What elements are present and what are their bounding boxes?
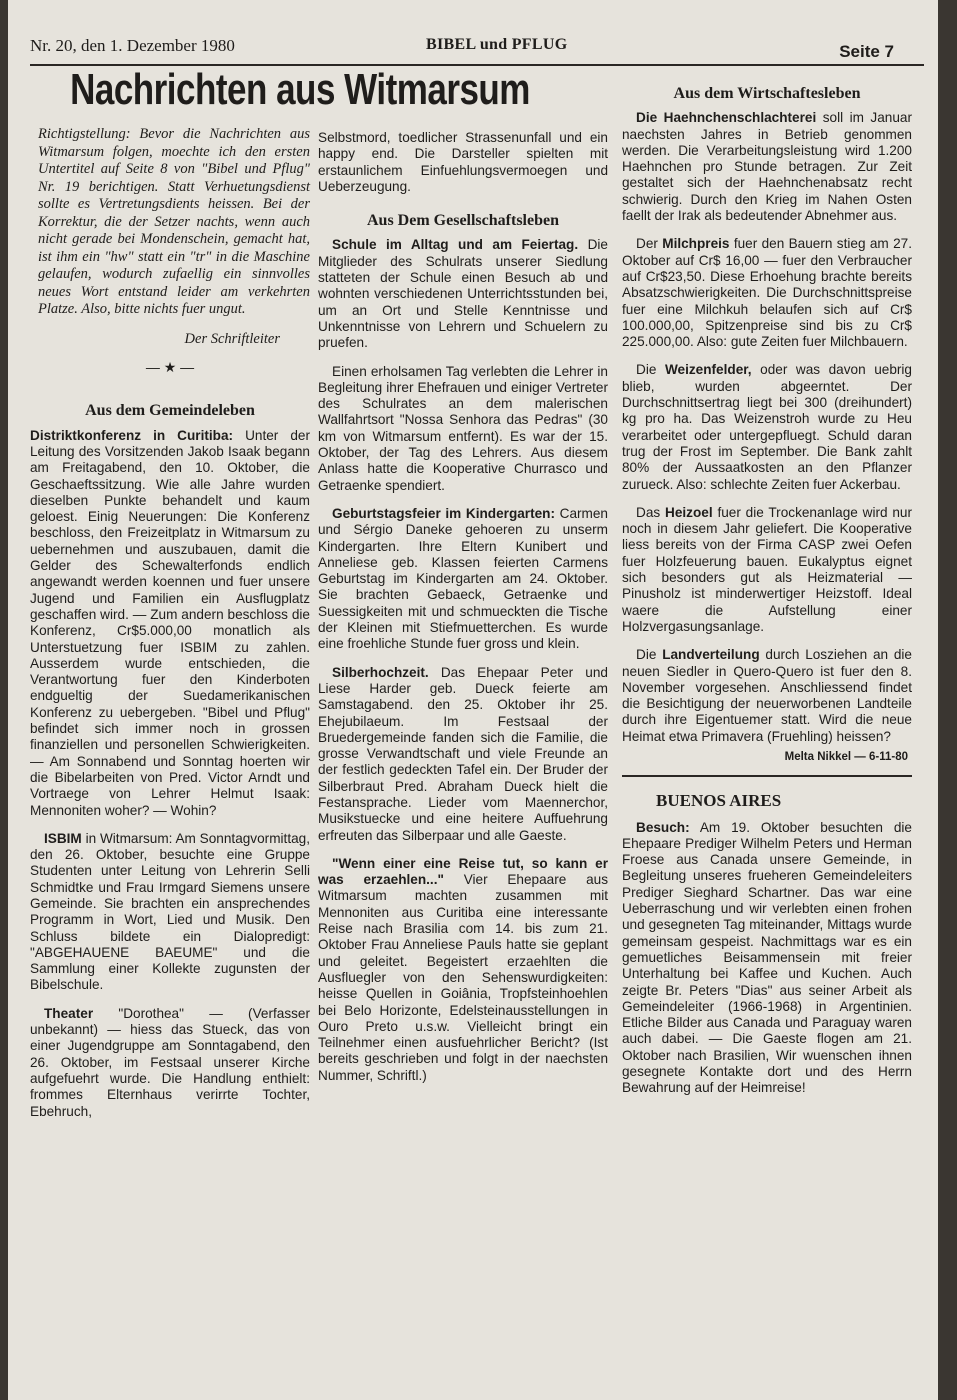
article-text: Das Ehepaar Peter und Liese Harder geb. Dueck feierte am Samstagabend. den 25. Oktober ihr 25. Ehejubilaeum. Im Festsaal der Bruedergemeinde fanden sich die Familie, die grosse Verwandtschaft und viele Freunde an der festlich gedeckten Tafel ein. Der Bruder der Silberbraut Pred. Abraham Dueck hielt die Festansprache. Lieder vom Maennerchor, Musikstuecke und eine heitere Auffuehrung erfreuten das Silberpaar und alle Gaeste. (318, 664, 608, 843)
section-divider (622, 775, 912, 777)
newspaper-page (8, 0, 938, 1400)
article-lead: Theater (44, 1005, 94, 1021)
article-lead: ISBIM (44, 830, 82, 846)
page-title: Nachrichten aus Witmarsum (70, 65, 530, 114)
publication-name: BIBEL und PFLUG (426, 36, 568, 53)
column-3 (622, 82, 912, 1109)
page-number: Seite 7 (839, 42, 894, 61)
correction-note: Richtigstellung: Bevor die Nachrichten aus Witmarsum folgen, moechte ich den ersten Untertitel auf Seite 8 von "Bibel und Pflug" Nr. 19 berichtigen. Statt Verhuetungsdienst sollte es Vertretungsdients heissen. Bei der Korrektur, die der Setzer nachts, wenn auch nicht gerade bei Mondenschein, gemacht hat, ist ihm ein "hw" statt ein "tr" in die Maschine gelaufen, wodurch zufaellig ein sinnvolles neues Wort entstand leider am verkehrten Platze. Also, bitte nichts fuer ungut. (38, 126, 310, 318)
article-text: oder was davon uebrig blieb, wurden abgeerntet. Der Durchschnittsertrag liegt bei 300 (dreihundert) kg pro ha. Das Weizenstroh wurde zu Heu verarbeitet oder untergepfluegt. Schuld daran trug der Frost im September. Die Bank zahlt 80% der Aussaatkosten an den Pflanzer zurueck. Also: schlechte Zeiten fuer Ackerbau. (622, 362, 912, 492)
article-text: Die (636, 362, 657, 378)
article-text: Vier Ehepaare aus Witmarsum machten zusammen mit Mennoniten aus Curitiba eine interessante Reise nach Brasilia com 14. bis zum 21. Oktober Frau Anneliese Pauls hatte sie geplant und geleitet. Begeistert erzaehlten die Ausfluegler von den Sehenswurdigkeiten: heisse Quellen in Goiânia, Tropfsteinhoehlen bei Belo Horizonte, Edelsteinausstellungen in Ouro Preto u.s.w. Vielleicht bringt ein Teilnehmer einen ausfuehrlicher Bericht? (Ist bereits geschrieben und folgt in der naechsten Nummer, Schriftl.) (318, 872, 608, 1083)
article-lead: Distriktkonferenz in Curitiba: (30, 427, 234, 443)
article-paragraph (30, 831, 310, 994)
article-text: "Dorothea" — (Verfasser unbekannt) — hiess das Stueck, das von einer Jugendgruppe am Sonntagabend, den 26. Oktober, im Festsaal unserer Kirche aufgefuehrt wurde. Die Handlung enthielt: frommes Elternhaus verirrte Tochter, Ebehruch, (30, 1005, 311, 1119)
article-paragraph (318, 665, 608, 844)
article-lead: Milchpreis (662, 236, 730, 252)
article-paragraph (30, 428, 310, 819)
article-lead: Landverteilung (662, 647, 760, 663)
article-text: fuer die Trockenanlage wird nur noch in diesem Jahr geliefert. Die Kooperative liess bereits von der Firma CASP zwei Oefen fuer Holzfeuerung bauen. Eukalyptus eignet sich besonders gut als Heizmaterial — Pinusholz ist minderwertiger Heizstoff. Ideal waere die Aufstellung einer Holzvergasungsanlage. (622, 504, 913, 634)
article-text: fuer den Bauern stieg am 27. Oktober auf Cr$ 16,00 — fuer den Verbraucher auf Cr$23,50. Diese Erhoehung brachte bereits Absatzschwierigkeiten. Die Durchschnittspreise fuer eine Milchkuh belaufen sich auf Cr$ 100.000,00, Spitzenpreise sind bis zu Cr$ 225.000,00. Also: gute Zeiten fuer Milchbauern. (622, 236, 912, 350)
section-heading-buenos-aires: BUENOS AIRES (656, 791, 782, 811)
article-text: durch Losziehen an die neuen Siedler in Quero-Quero ist fuer den 8. November vorgesehen. Anschliessend findet die Besichtigung der neuerworbenen Landteile durch ihre Eigentuemer statt. Wird die neue Heimat etwa Primavera (Fruehling) heissen? (622, 647, 912, 744)
article-lead: Schule im Alltag und am Feiertag. (332, 237, 579, 253)
article-text: Der (636, 236, 658, 252)
article-paragraph (622, 236, 912, 350)
article-text: Einen erholsamen Tag verlebten die Lehrer in Begleitung ihrer Ehefrauen und einiger Vertreter des Schulrates an dem malerischen Wallfahrtsort "Nossa Senhora das Pedras" (30 km von Witmarsum entfernt). Es war der 15. Oktober, der Tag des Lehrers. Aus diesem Anlass hatte die Kooperative Churrasco und Getraenke spendiert. (318, 363, 608, 493)
section-heading-gemeindeleben: Aus dem Gemeindeleben (85, 402, 255, 420)
article-text: Am 19. Oktober besuchten die Ehepaare Prediger Wilhelm Peters und Herman Froese aus Canada unsere Gemeinde, in Begleitung unseres frueheren Gemeindeleiters Prediger Sieghard Schartner. Das war eine Ueberraschung und wir verlebten einen frohen und gesegneten Tag miteinander, Mittags wurde gemeinsam gespeist. Nachmittags war es ein gemuetliches Beisammensein mit freier Unterhaltung bei Kaffee und Kuchen. Auch zeigte Br. Peters "Dias" aus seiner Arbeit als Gemeindeleiter (1966-1968) in Argentinien. Etliche Bilder aus Canada und Paraguay waren auch dabei. — Die Gaeste flogen am 21. Oktober nach Brasilien, Wir wuenschen ihnen gesegnete Kontakte dort und des Herrn Bewahrung auf der Heimreise! (622, 819, 912, 1096)
article-text: Unter der Leitung des Vorsitzenden Jakob Isaak begann am Freitagabend, den 10. Oktober, die Geschaeftssitzung. Wie alle Jahre wurden dieselben Punkte behandelt und kaum geloest. Einig Neuerungen: Die Konferenz beschloss, den Freizeitplatz in Witmarsum zu uebernehmen und auszubauen, damit die Gelder des Schewalterfonds endlich angewandt werden koennen und fuer unsere Jugend und Familien ein Ausflugplatz geschaffen wird. — Zum andern beschloss die Konferenz, Cr$5.000,00 monatlich als Unterstuetzung fuer ISBIM zu zahlen. Ausserdem wurde entschieden, die Verantwortung fuer den Kinderboten endgueltig der Suedamerikanischen Konferenz zu uebergeben. "Bibel und Pflug" befindet sich immer noch in grossen finanziellen und personellen Schwierigkeiten. — Am Sonnabend und Sonntag hoerten wir die Bibelarbeiten von Pred. Victor Arndt und Vortraege von Lehrer Helmut Isaak: Mennoniten woher? — Wohin? (30, 427, 311, 818)
article-lead: Heizoel (665, 504, 713, 520)
article-paragraph (622, 647, 912, 745)
section-heading-wirtschaftsleben: Aus dem Wirtschaftesleben (673, 85, 861, 102)
section-heading-gesellschaftsleben: Aus Dem Gesellschaftsleben (367, 212, 559, 230)
article-paragraph (318, 506, 608, 653)
article-paragraph (30, 1006, 310, 1120)
article-paragraph (622, 820, 912, 1097)
article-text: soll im Januar naechsten Jahres in Betrieb genommen werden. Die Verarbeitungsleistung wird 1.200 Haehnchen pro Stunde betragen. Zur Zeit gestaltet sich der Haehnchenabsatz recht schwierig. Durch den Krieg im Nahen Osten faellt der Irak als bedeutender Abnehmer aus. (622, 110, 912, 224)
article-text: in Witmarsum: Am Sonntagvormittag, den 26. Oktober, besuchte eine Gruppe Studenten unter Leitung von Lehrerin Selli Schmidtke und Frau Irmgard Siemens unsere Gemeinde. Sie brachten ein ansprechendes Programm in Wort, Lied und Musik. Den Schluss bildete ein Dialopredigt: "ABGEHAUENE BAEUME" und die Sammlung einer Kollekte zugunsten der Bibelschule. (30, 830, 310, 993)
article-paragraph (622, 110, 912, 224)
article-text: Die Mitglieder des Schulrats unserer Siedlung statteten der Schule einen Besuch ab und wohnten verschiedenen Unterrichtsstunden bei, um an Ort und Stelle Kenntnisse und Unkenntnisse von Lehrern und Schuelern zu pruefen. (318, 237, 608, 351)
article-paragraph (622, 505, 912, 635)
article-paragraph (318, 856, 608, 1084)
article-paragraph (318, 237, 608, 351)
article-lead: Besuch: (636, 819, 690, 835)
article-lead: Geburtstagsfeier im Kindergarten: (332, 505, 556, 521)
article-text: Die (636, 647, 657, 663)
article-text: Carmen und Sérgio Daneke gehoeren zu unserm Kindergarten. Ihre Eltern Kunibert und Anneliese geb. Klassen feierten Carmens Geburtstag im Kindergarten am 24. Oktober. Sie brachten Gebaeck, Getraenke und Suessigkeiten mit und schmueckten die Tische der Kleinen mit Stiefmuetterchen. Es wurde eine froehliche Stunde fuer gross und klein. (318, 505, 608, 652)
article-continuation: Selbstmord, toedlicher Strassenunfall und ein happy end. Die Darsteller spielten mit erstaunlichem Einfuehlungsvermoegen und Ueberzeugung. (318, 130, 608, 194)
editor-signature: Der Schriftleiter (184, 330, 280, 347)
issue-date: Nr. 20, den 1. Dezember 1980 (30, 36, 235, 55)
page-header (30, 30, 924, 66)
article-lead: "Wenn einer eine Reise tut, so kann er was erzaehlen..." (318, 855, 608, 888)
article-paragraph (318, 364, 608, 494)
column-2 (318, 130, 608, 1096)
article-lead: Weizenfelder, (664, 362, 752, 378)
article-lead: Silberhochzeit. (332, 664, 429, 680)
article-text: Das (636, 504, 661, 520)
article-lead: Die Haehnchenschlachterei (636, 110, 817, 126)
separator: — ★ — (145, 359, 195, 376)
article-paragraph (622, 362, 912, 492)
article-author: Melta Nikkel — 6-11-80 (784, 750, 908, 763)
